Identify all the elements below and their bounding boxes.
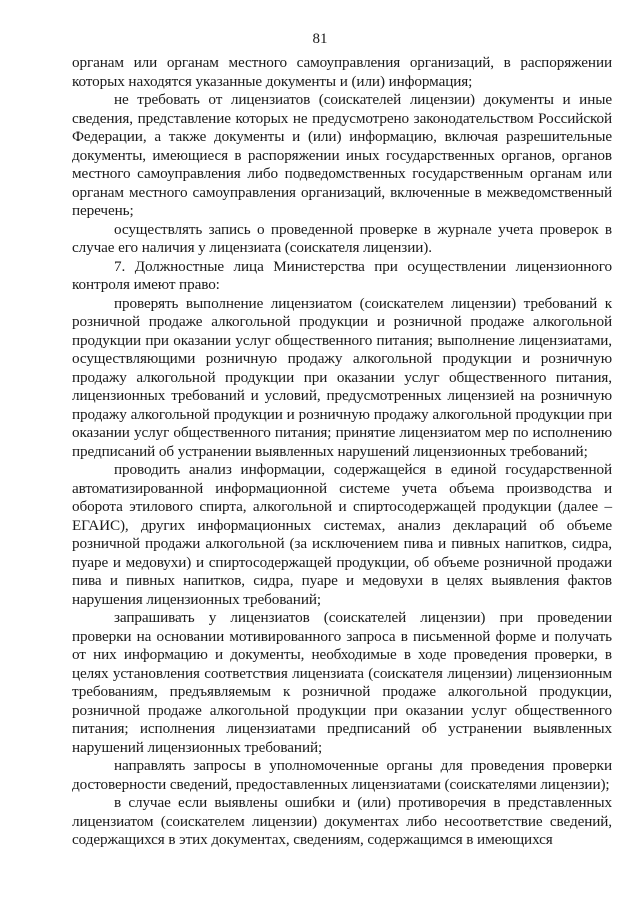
paragraph-continuation: органам или органам местного самоуправления организаций, в распоряжении которых находятся указанные документы и (или) информация; — [72, 54, 612, 90]
page-number: 81 — [312, 31, 328, 47]
paragraph: проводить анализ информации, содержащейся в единой государственной автоматизированной информационной системе учета объема производства и оборота этилового спирта, алкогольной и спиртосодержащей продукции (далее – ЕГАИС), других информационных системах, анализ деклараций об объеме розничной продажи алкогольной (за исключением пива и пивных напитков, сидра, пуаре и медовухи) и спиртосодержащей продукции, об объеме розничной продажи пива и пивных напитков, сидра, пуаре и медовухи в целях выявления фактов нарушения лицензионных требований; — [72, 461, 612, 608]
paragraph-clause-7: 7. Должностные лица Министерства при осуществлении лицензионного контроля имеют право: — [72, 257, 612, 293]
paragraph: направлять запросы в уполномоченные органы для проведения проверки достоверности сведений, предоставленных лицензиатами (соискателями лицензии); — [72, 757, 612, 793]
paragraph: запрашивать у лицензиатов (соискателей лицензии) при проведении проверки на основании мотивированного запроса в письменной форме и получать от них информацию и документы, необходимые в ходе проведения проверки, в целях установления соответствия лицензиата (соискателя лицензии) лицензионным требованиям, предъявляемым к розничной продаже алкогольной продукции, розничной продаже алкогольной продукции при оказании услуг общественного питания; исполнения лицензиатами предписаний об устранении выявленных нарушений лицензионных требований; — [72, 609, 612, 756]
paragraph: осуществлять запись о проведенной проверке в журнале учета проверок в случае его наличия у лицензиата (соискателя лицензии). — [72, 220, 612, 256]
paragraph: проверять выполнение лицензиатом (соискателем лицензии) требований к розничной продаже алкогольной продукции и розничной продаже алкогольной продукции при оказании услуг общественного питания; выполнение лицензиатами, осуществляющими розничную продажу алкогольной продукции и розничную продажу алкогольной продукции при оказании услуг общественного питания, лицензионных требований и условий, предусмотренных лицензией на розничную продажу алкогольной продукции и розничную продажу алкогольной продукции при оказании услуг общественного питания; принятие лицензиатом мер по исполнению предписаний об устранении выявленных нарушений лицензионных требований; — [72, 294, 612, 460]
paragraph-truncated: в случае если выявлены ошибки и (или) противоречия в представленных лицензиатом (соискателем лицензии) документах либо несоответствие сведений, содержащихся в этих документах, сведениям, содержащимся в имеющихся — [72, 794, 612, 848]
document-body — [72, 54, 612, 850]
paragraph: не требовать от лицензиатов (соискателей лицензии) документы и иные сведения, представление которых не предусмотрено законодательством Российской Федерации, а также документы и (или) информацию, включая разрешительные документы, имеющиеся в распоряжении иных государственных органов, органов местного самоуправления либо подведомственных государственным органам или органам местного самоуправления организаций, включенные в межведомственный перечень; — [72, 91, 612, 219]
